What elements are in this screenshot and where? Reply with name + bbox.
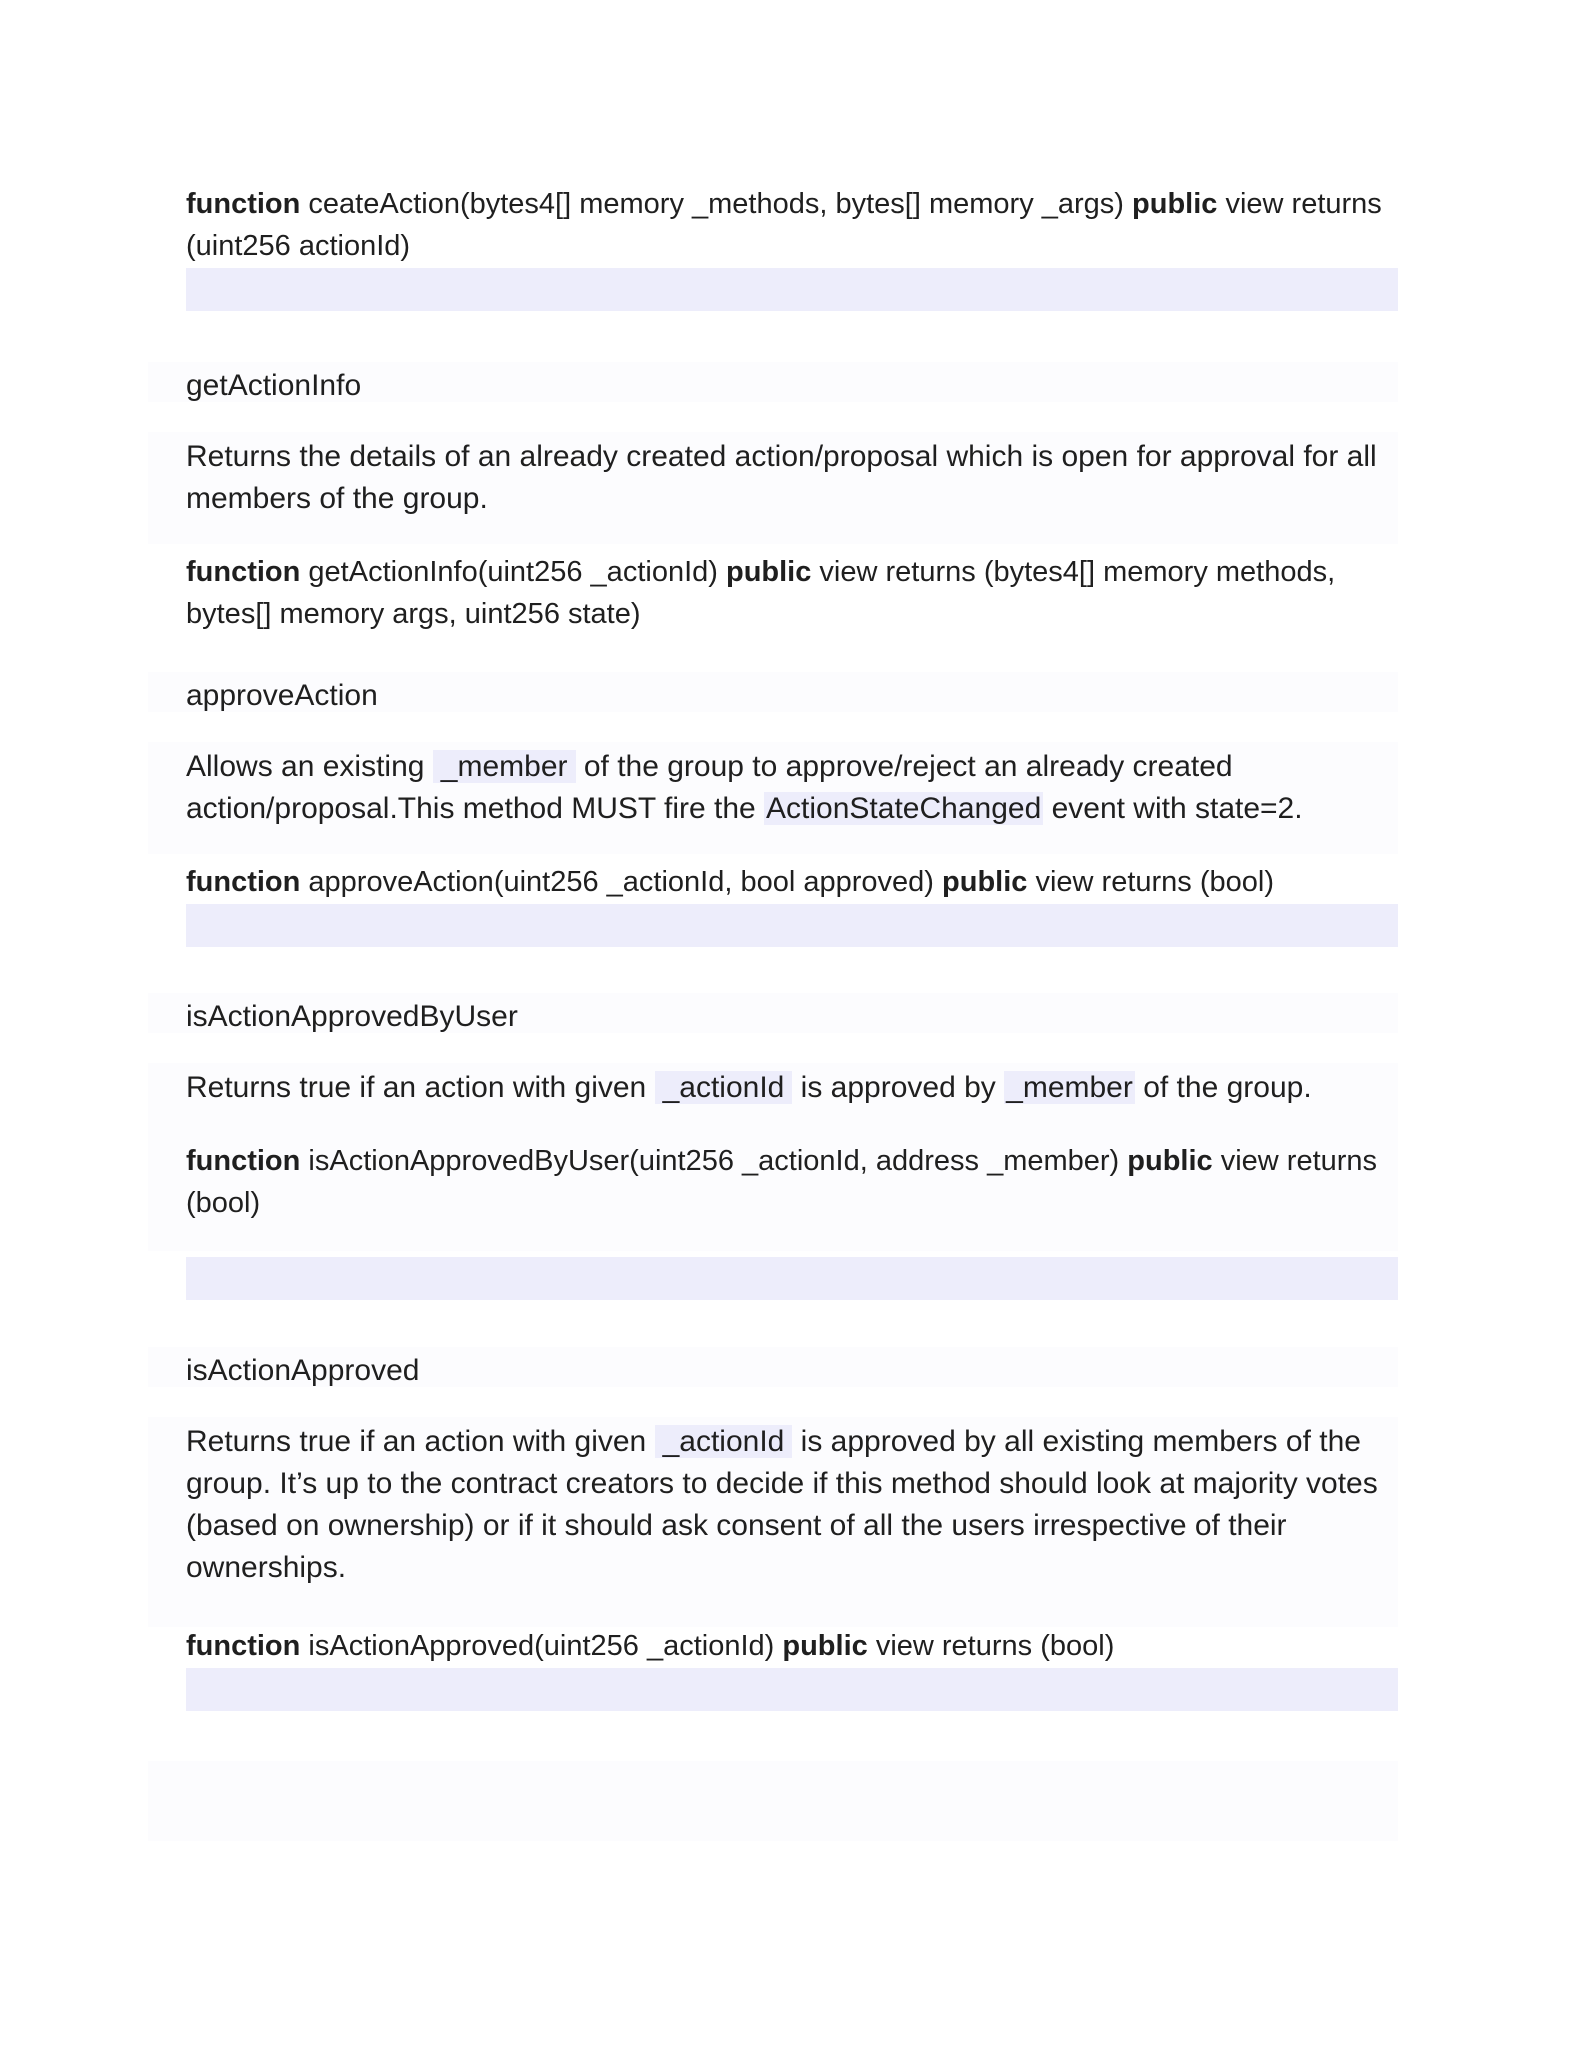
keyword-function: function [186,188,301,220]
signature-text: view returns (bool) [867,1630,1115,1662]
signature-text: ceateAction(bytes4[] memory _methods, bytes[] memory _args) [300,188,1133,220]
signature-text: isActionApproved(uint256 _actionId) [300,1630,783,1662]
description-text: is approved by [792,1071,1005,1104]
description-text: Returns the details of an already created action/proposal which is open for approval for all members of the group. [186,440,1377,515]
description-text: Returns true if an action with given [186,1071,655,1104]
code-block-band [186,1257,1398,1300]
keyword-public: public [1132,188,1218,220]
code-block-band [186,904,1398,947]
code-block-band [186,268,1398,311]
inline-code-action-id: _actionId [655,1425,793,1458]
signature-text: view returns (bool) [186,1145,1378,1219]
inline-code-action-id: _actionId [655,1071,793,1104]
keyword-function: function [186,1630,301,1662]
is-approved-description [186,1421,1398,1589]
keyword-function: function [186,556,301,588]
approve-action-description [186,746,1398,830]
is-approved-by-user-signature [186,1140,1398,1224]
is-approved-by-user-heading [186,996,1398,1038]
approve-action-heading [186,675,1398,717]
description-text: of the group to approve/reject an already created action/proposal.This method MUST fire the [186,750,1233,825]
approve-action-signature [186,861,1398,903]
section-title: isActionApprovedByUser [186,1000,518,1033]
description-text: of the group. [1134,1071,1312,1104]
keyword-public: public [1127,1145,1213,1177]
description-text: event with state=2. [1043,792,1303,825]
section-title: isActionApproved [186,1354,420,1387]
is-approved-by-user-description [186,1067,1398,1109]
get-action-info-heading [186,365,1398,407]
description-text: is approved by all existing members of the group. It’s up to the contract creators to decide if this method should look at majority votes (based on ownership) or if it should ask consent of all the users irrespective of their ownerships. [186,1425,1378,1584]
description-text: Allows an existing [186,750,433,783]
section-title: approveAction [186,679,378,712]
is-approved-heading [186,1350,1398,1392]
signature-text: getActionInfo(uint256 _actionId) [300,556,726,588]
is-approved-signature [186,1625,1398,1667]
keyword-public: public [782,1630,868,1662]
empty-shade [148,1761,1398,1841]
code-block-band [186,1668,1398,1711]
get-action-info-description [186,436,1398,520]
signature-text: view returns (uint256 actionId) [186,188,1382,262]
inline-code-member: _member [433,750,576,783]
get-action-info-signature [186,551,1398,635]
signature-text: isActionApprovedByUser(uint256 _actionId, address _member) [300,1145,1128,1177]
keyword-function: function [186,1145,301,1177]
inline-code-event: ActionStateChanged [766,792,1042,825]
keyword-public: public [725,556,812,588]
inline-code-member: _member [1006,1071,1133,1104]
signature-text: approveAction(uint256 _actionId, bool approved) [300,866,943,898]
signature-text: view returns (bool) [1027,866,1274,898]
keyword-function: function [186,866,301,898]
signature-text: view returns (bytes4[] memory methods, bytes[] memory args, uint256 state) [186,556,1336,630]
description-text: Returns true if an action with given [186,1425,655,1458]
create-action-signature [186,183,1398,267]
section-title: getActionInfo [186,369,362,402]
keyword-public: public [942,866,1028,898]
